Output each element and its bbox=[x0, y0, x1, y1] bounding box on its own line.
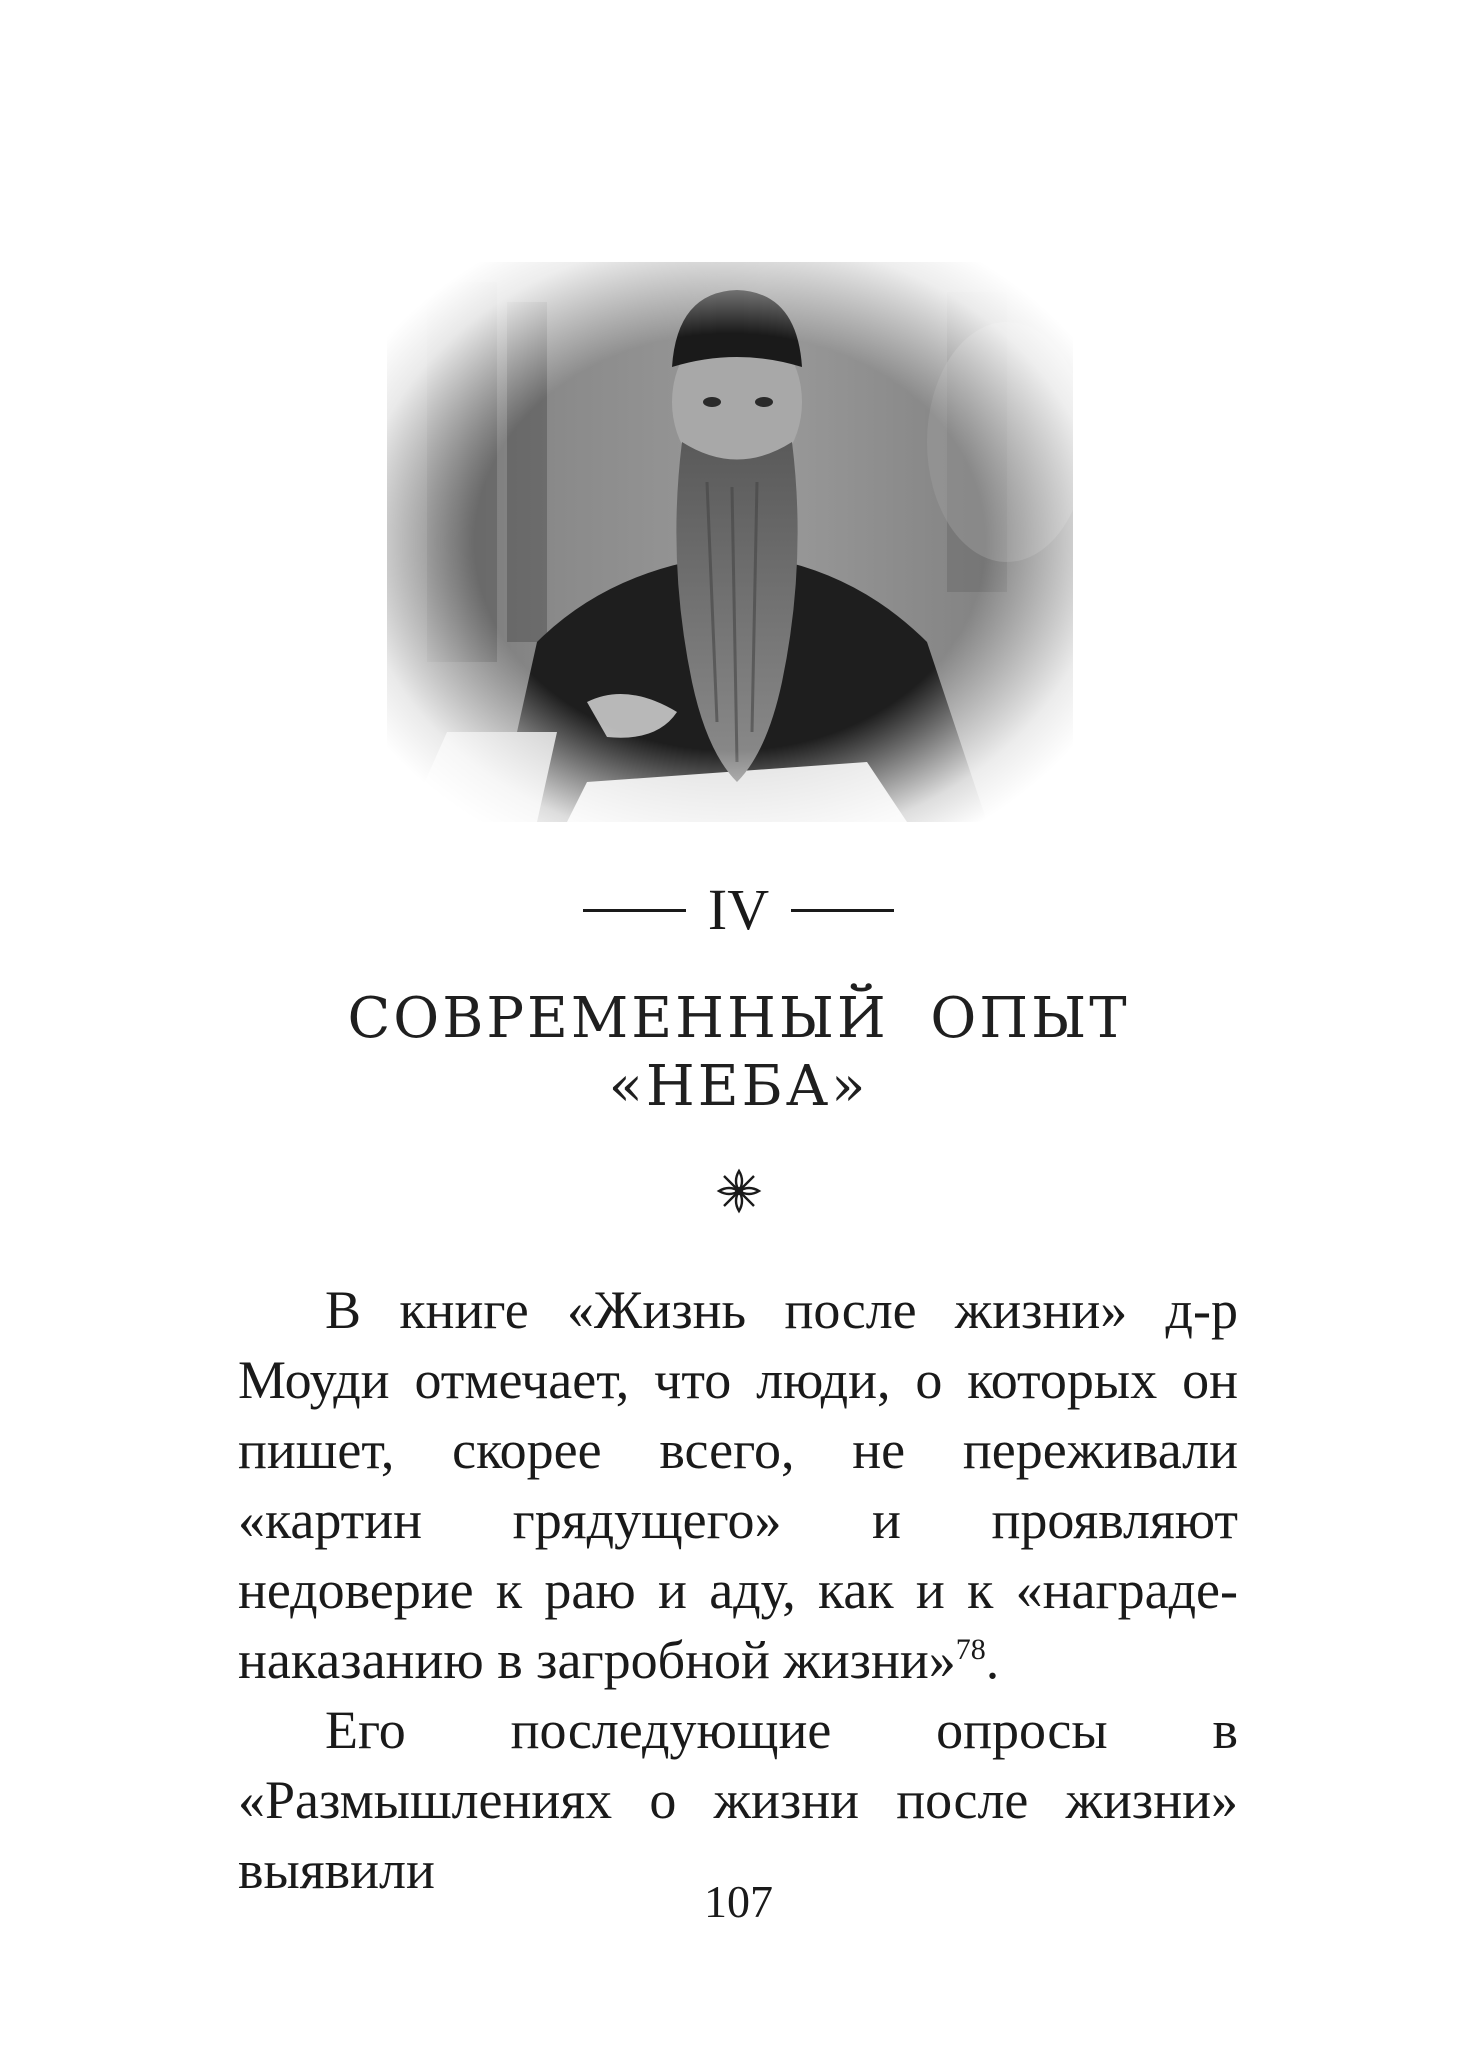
monk-portrait-photo bbox=[387, 262, 1073, 822]
chapter-title-line-1: СОВРЕМЕННЫЙ ОПЫТ bbox=[347, 986, 1130, 1051]
paragraph-2 bbox=[238, 1695, 1238, 1905]
paragraph-1 bbox=[238, 1275, 1238, 1695]
paragraph-1-text: В книге «Жизнь после жизни» д-р Моуди отмечает, что люди, о которых он пишет, скорее всего, не переживали «картин грядущего» и проявляют недоверие к раю и аду, как и к «награде-наказанию в загробной жизни» bbox=[238, 1280, 1238, 1690]
floral-ornament-icon bbox=[715, 1167, 763, 1215]
page-number: 107 bbox=[704, 1876, 773, 1927]
chapter-number-row bbox=[0, 877, 1477, 942]
body-text bbox=[238, 1275, 1238, 1905]
chapter-title-line-2: «НЕБА» bbox=[608, 1054, 869, 1120]
chapter-title bbox=[0, 985, 1477, 1122]
paragraph-2-text: Его последующие опросы в «Размышлениях о жизни после жизни» выявили bbox=[238, 1700, 1238, 1900]
right-rule bbox=[791, 909, 894, 912]
paragraph-1-end: . bbox=[985, 1630, 1000, 1690]
footnote-reference[interactable]: 78 bbox=[955, 1633, 986, 1666]
chapter-number: IV bbox=[707, 877, 770, 942]
left-rule bbox=[583, 909, 686, 912]
